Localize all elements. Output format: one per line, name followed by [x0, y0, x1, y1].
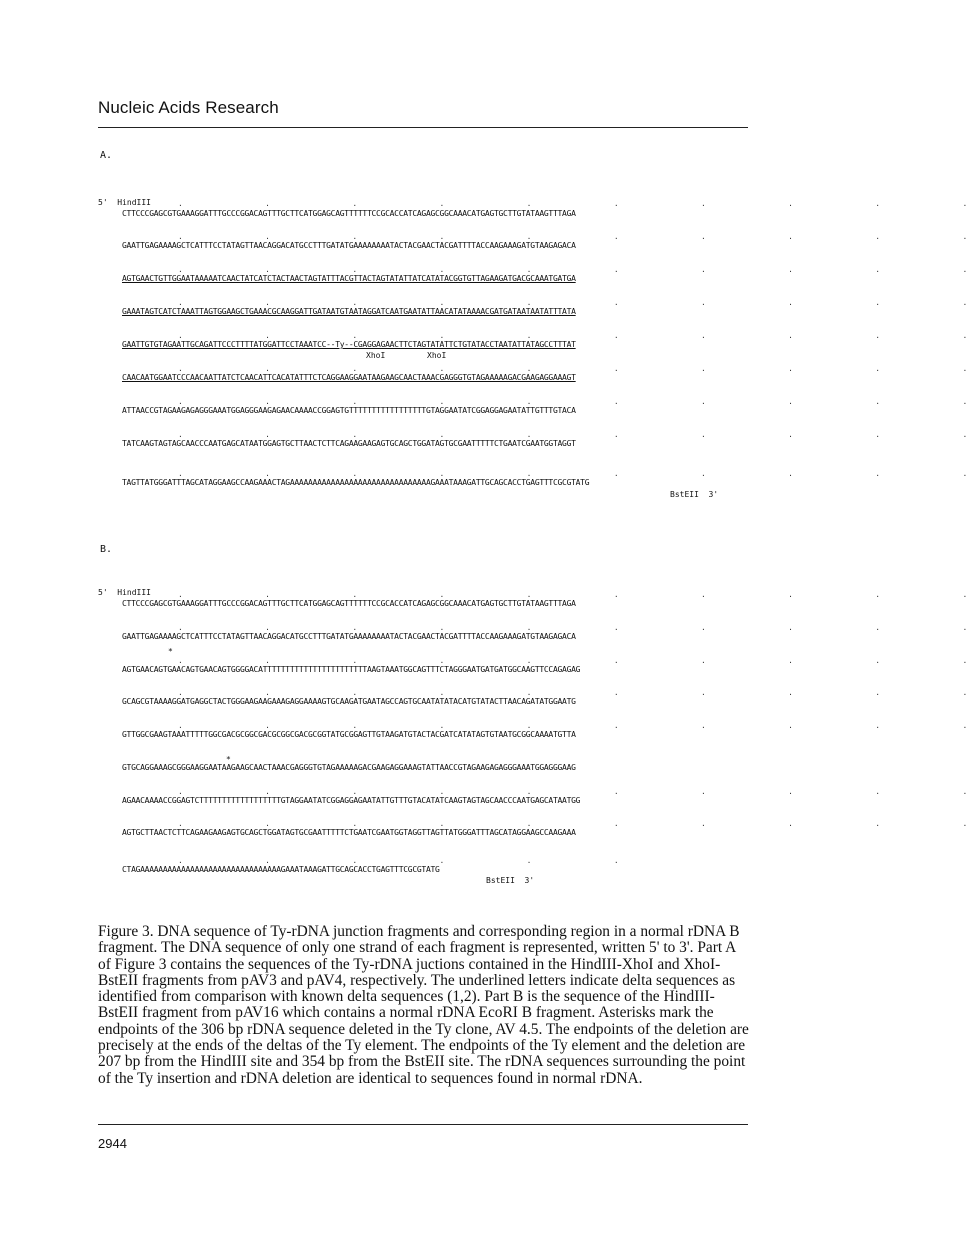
- part-b-line-6: GTGCAGGAAAGCGGGAAGGAATAAGAAGCAACTAAACGAGGGTGTAGAAAAAGACGAAGAGGAAAGTATTAACCGTAGAAGAGAGGGAAATGGAGGGAAG: [122, 763, 576, 772]
- part-a-line-6: CAACAATGGAATCCCAACAATTATCTCAACATTCACATATTTCTCAGGAAGGAATAAGAAGCAACTAAACGAGGGTGTAGAAAAAGACGAAGAGGAAAGT: [122, 373, 576, 382]
- page-number: 2944: [98, 1136, 127, 1151]
- tick-dots: . . . . . . . . . .: [178, 199, 971, 208]
- tick-dots: . . . . . . . . . .: [178, 721, 971, 730]
- tick-dots: . . . . . . . . . .: [178, 232, 971, 241]
- part-a-label: A.: [100, 150, 113, 161]
- part-b-line-3: AGTGAACAGTGAACAGTGAACAGTGGGGACATTTTTTTTTTTTTTTTTTTTTTTAAGTAAATGGCAGTTTCTAGGGAATGATGATGGCAAGTTCCAGAGAG: [122, 665, 581, 674]
- part-b-line-7: AGAACAAAACCGGAGTCTTTTTTTTTTTTTTTTTTGTAGGAATATCGGAGGAGAATATTGTTTGTACATATCAAGTAGTAGCAACCCAATGAGCATAATGG: [122, 796, 581, 805]
- deletion-end-asterisk: *: [226, 755, 231, 764]
- part-b-line-2: GAATTGAGAAAAGCTCATTTCCTATAGTTAACAGGACATGCCTTTGATATGAAAAAAAATACTACGAACTACGATTTTACCAAGAAAGATGTAAGAGACA: [122, 632, 576, 641]
- journal-title: Nucleic Acids Research: [98, 98, 279, 117]
- part-a-line-1: CTTCCCGAGCGTGAAAGGATTTGCCCGGACAGTTTGCTTCATGGAGCAGTTTTTTCCGCACCATCAGAGCGGCAAACATGAGTGCTTGTATAAGTTTAGA: [122, 209, 576, 218]
- tick-dots: . . . . . . . . . .: [178, 331, 971, 340]
- part-b-line-1: CTTCCCGAGCGTGAAAGGATTTGCCCGGACAGTTTGCTTCATGGAGCAGTTTTTTCCGCACCATCAGAGCGGCAAACATGAGTGCTTGTATAAGTTTAGA: [122, 599, 576, 608]
- part-b-line-8: AGTGCTTAACTCTTCAGAAGAAGAGTGCAGCTGGATAGTGCGAATTTTTCTGAATCGAATGGTAGGTTAGTTATGGGATTTAGCATAGGAAGCCAAGAAA: [122, 828, 576, 837]
- part-a-line-3: AGTGAACTGTTGGAATAAAAATCAACTATCATCTACTAACTAGTATTTACGTTACTAGTATATTATCATATACGGTGTTAGAAGATGACGCAAATGATGA: [122, 274, 576, 283]
- part-b-start-label: 5' HindIII: [98, 588, 151, 597]
- tick-dots: . . . . . . . . . .: [178, 819, 971, 828]
- deletion-start-asterisk: *: [168, 647, 173, 656]
- part-a-line-5: GAATTGTGTAGAATTGCAGATTCCCTTTTATGGATTCCTAAATCC--Ty--CGAGGAGAACTTCTAGTATATTCTGTATACCTAATATTATAGCCTTTAT: [122, 340, 576, 349]
- figure-caption: Figure 3. DNA sequence of Ty-rDNA junction fragments and corresponding region in a normal rDNA B fragment. The DNA sequence of only one strand of each fragment is represented, written 5' to 3'. Part A of Figure 3 contains the sequences of the Ty-rDNA juctions contained in the HindIII-XhoI and XhoI-BstEII fragments from pAV3 and pAV4, respectively. The underlined letters indicate delta sequences as identified from comparison with known delta sequences (1,2). Part B is the sequence of the HindIII-BstEII fragment from pAV16 which contains a normal rDNA EcoRI B fragment. Asterisks mark the endpoints of the 306 bp rDNA sequence deleted in the Ty clone, AV 4.5. The endpoints of the deletion are precisely at the ends of the deltas of the Ty element. The endpoints of the Ty element and the deletion are 207 bp from the HindIII site and 354 bp from the BstEII site. The rDNA sequences surrounding the point of the Ty insertion and rDNA deletion are identical to sequences found in normal rDNA.: [98, 923, 749, 1087]
- part-a-line-4: GAAATAGTCATCTAAATTAGTGGAAGCTGAAACGCAAGGATTGATAATGTAATAGGATCAATGAATATTAACATATAAAACGATGATAATAATATTTATA: [122, 307, 576, 316]
- part-b-line-4: GCAGCGTAAAAGGATGAGGCTACTGGGAAGAAGAAAGAGGAAAAGTGCAAGATGAATAGCCAGTGCAATATATACATGTATACTTAACAGATATGGAATG: [122, 697, 576, 706]
- part-b-line-5: GTTGGCGAAGTAAATTTTTGGCGACGCGGCGACGCGGCGACGCGGTATGCGGAGTTGTAAGATGTACTACGATCATATAGTGTAATGCGGCAAAATGTTA: [122, 730, 576, 739]
- part-a-line-9: TAGTTATGGGATTTAGCATAGGAAGCCAAGAAACTAGAAAAAAAAAAAAAAAAAAAAAAAAAAAAAAAGAAATAAAGATTGCAGCACCTGAGTTTCGCGTATG: [122, 478, 590, 487]
- xho-site-2: XhoI: [427, 351, 447, 360]
- part-a-line-2: GAATTGAGAAAAGCTCATTTCCTATAGTTAACAGGACATGCCTTTGATATGAAAAAAAATACTACGAACTACGATTTTACCAAGAAAGATGTAAGAGACA: [122, 241, 576, 250]
- xho-site-1: XhoI: [366, 351, 386, 360]
- tick-dots: . . . . . . . . . .: [178, 787, 971, 796]
- tick-dots: . . . . . . . . . .: [178, 469, 971, 478]
- tick-dots: . . . . . . . . . .: [178, 364, 971, 373]
- header-rule: [98, 127, 748, 128]
- tick-dots: . . . . . .: [178, 856, 623, 865]
- part-b-end-label: BstEII 3': [486, 876, 535, 885]
- part-b-line-9: CTAGAAAAAAAAAAAAAAAAAAAAAAAAAAAAAAAGAAATAAAGATTGCAGCACCTGAGTTTCGCGTATG: [122, 865, 440, 874]
- part-a-line-7: ATTAACCGTAGAAGAGAGGGAAATGGAGGGAAGAGAACAAAACCGGAGTGTTTTTTTTTTTTTTTTTGTAGGAATATCGGAGGAGAATATTGTTTGTACA: [122, 406, 576, 415]
- part-a-start-label: 5' HindIII: [98, 198, 151, 207]
- tick-dots: . . . . . . . . . .: [178, 298, 971, 307]
- tick-dots: . . . . . . . . . .: [178, 656, 971, 665]
- tick-dots: . . . . . . . . . .: [178, 688, 971, 697]
- tick-dots: . . . . . . . . . .: [178, 397, 971, 406]
- tick-dots: . . . . . . . . . .: [178, 590, 971, 599]
- tick-dots: . . . . . . . . . .: [178, 265, 971, 274]
- part-a-end-label: BstEII 3': [670, 490, 719, 499]
- footer-rule: [98, 1124, 748, 1125]
- tick-dots: . . . . . . . . . .: [178, 623, 971, 632]
- part-a-line-8: TATCAAGTAGTAGCAACCCAATGAGCATAATGGAGTGCTTAACTCTTCAGAAGAAGAGTGCAGCTGGATAGTGCGAATTTTTCTGAATCGAATGGTAGGT: [122, 439, 576, 448]
- part-b-label: B.: [100, 544, 113, 555]
- tick-dots: . . . . . . . . . .: [178, 430, 971, 439]
